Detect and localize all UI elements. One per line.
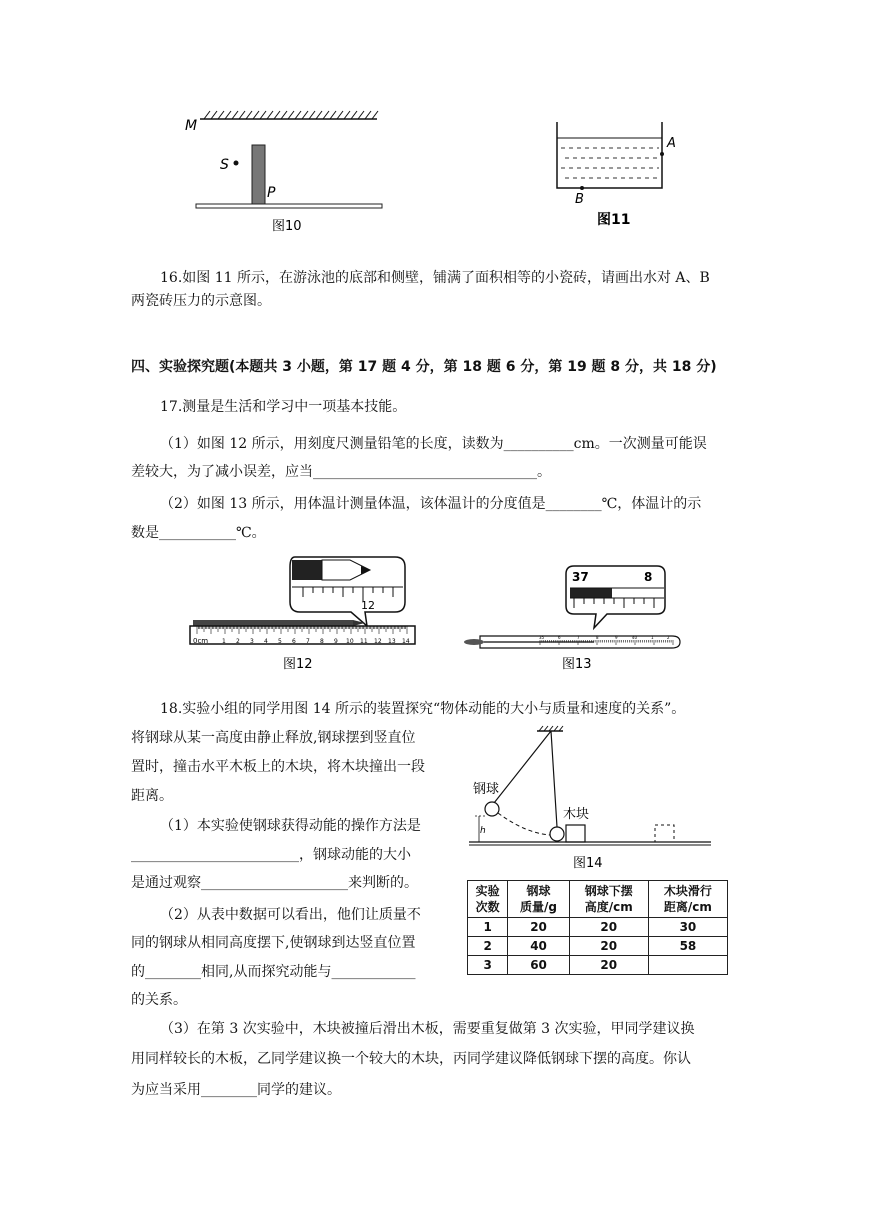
header-slide-distance: 木块滑行 距离/cm (648, 881, 727, 918)
ruler-tick-11: 11 (360, 638, 368, 645)
table-cell: 40 (508, 937, 569, 956)
question-18-part1-a: （1）本实验使钢球获得动能的操作方法是 (160, 818, 421, 834)
question-18-part2-a: （2）从表中数据可以看出，他们让质量不 (160, 907, 421, 923)
experiment-table (467, 880, 728, 975)
question-18-part3-b: 用同样较长的木板，乙同学建议换一个较大的木块，丙同学建议降低钢球下摆的高度。你认 (131, 1051, 691, 1067)
figure-11 (545, 118, 695, 233)
steel-ball-label: 钢球 (473, 782, 500, 797)
point-a-label: A (667, 136, 676, 151)
question-18-part1-b: ________________________，钢球动能的大小 (131, 847, 411, 863)
scale-tick-40: 40 (632, 635, 638, 640)
question-18-part1-c: 是通过观察_____________________来判断的。 (131, 875, 418, 891)
table-cell: 60 (508, 956, 569, 975)
table-cell: 30 (648, 918, 727, 937)
table-row (468, 956, 728, 975)
table-cell (648, 956, 727, 975)
header-ball-mass: 钢球 质量/g (508, 881, 569, 918)
question-18-part2-b: 同的钢球从相同高度摆下,使钢球到达竖直位置 (131, 935, 416, 951)
wood-block-label: 木块 (563, 807, 590, 822)
table-cell: 2 (468, 937, 508, 956)
question-18-line3: 置时，撞击水平木板上的木块，将木块撞出一段 (131, 759, 425, 775)
ruler-tick-13: 13 (388, 638, 396, 645)
point-b-label: B (575, 192, 584, 207)
scale-tick-38: 8 (596, 635, 599, 640)
scale-tick-41: 1 (651, 635, 654, 640)
section-4-heading: 四、实验探究题(本题共 3 小题，第 17 题 4 分，第 18 题 6 分，第 19 题 8 分，共 18 分) (131, 359, 717, 375)
question-17-part2-b: 数是___________℃。 (131, 525, 266, 541)
ruler-tick-10: 10 (346, 638, 354, 645)
ruler-unit-label: 0cm (193, 637, 209, 645)
question-17-stem: 17.测量是生活和学习中一项基本技能。 (160, 399, 407, 415)
table-cell: 20 (569, 956, 648, 975)
fig11-caption: 图11 (597, 212, 631, 228)
question-16-cont: 两瓷砖压力的示意图。 (131, 293, 271, 309)
question-18-part3-c: 为应当采用________同学的建议。 (131, 1082, 341, 1098)
figure-10 (180, 105, 390, 240)
table-cell: 58 (648, 937, 727, 956)
fig12-caption: 图12 (283, 657, 313, 672)
question-18-line1: 18.实验小组的同学用图 14 所示的装置探究“物体动能的大小与质量和速度的关系”。 (160, 701, 686, 717)
header-trial: 实验 次数 (468, 881, 508, 918)
question-16: 16.如图 11 所示，在游泳池的底部和侧壁，铺满了面积相等的小瓷砖，请画出水对 A、B (160, 270, 710, 286)
question-17-part2-a: （2）如图 13 所示，用体温计测量体温，该体温计的分度值是________℃，体温计的示 (160, 496, 702, 512)
ruler-tick-14: 14 (402, 638, 410, 645)
ruler-tick-1: 1 (222, 638, 226, 645)
scale-tick-42: 2 (667, 635, 670, 640)
height-label: h (480, 826, 486, 836)
figure-12 (185, 552, 420, 674)
ruler-tick-12: 12 (374, 638, 382, 645)
fig13-bubble-left: 37 (572, 570, 589, 584)
question-18-part3-a: （3）在第 3 次实验中，木块被撞后滑出木板，需要重复做第 3 次实验，甲同学建议换 (160, 1021, 695, 1037)
mirror-label: M (185, 118, 198, 134)
question-18-line4: 距离。 (131, 788, 173, 804)
question-17-part1-b: 差较大，为了减小误差，应当________________________________。 (131, 464, 551, 480)
table-cell: 3 (468, 956, 508, 975)
scale-tick-39: 9 (615, 635, 618, 640)
ruler-tick-5: 5 (278, 638, 282, 645)
table-cell: 20 (508, 918, 569, 937)
fig14-caption: 图14 (573, 856, 603, 871)
ruler-tick-6: 6 (292, 638, 296, 645)
question-18-part2-d: 的关系。 (131, 992, 187, 1008)
fig12-bubble-label: 12 (361, 599, 375, 612)
table-cell: 20 (569, 918, 648, 937)
scale-tick-36: 6 (558, 635, 561, 640)
scale-tick-35: 35 (539, 635, 545, 640)
ruler-tick-9: 9 (334, 638, 338, 645)
header-drop-height: 钢球下摆 高度/cm (569, 881, 648, 918)
fig13-bubble-right: 8 (644, 570, 653, 584)
figure-13 (462, 562, 687, 674)
ruler-tick-4: 4 (264, 638, 268, 645)
question-17-part1-a: （1）如图 12 所示，用刻度尺测量铅笔的长度，读数为__________cm。一次测量可能误 (160, 436, 707, 452)
figure-14 (465, 725, 715, 875)
table-cell: 20 (569, 937, 648, 956)
ruler-tick-8: 8 (320, 638, 324, 645)
ruler-tick-2: 2 (236, 638, 240, 645)
question-18-line2: 将钢球从某一高度由静止释放,钢球摆到竖直位 (131, 730, 416, 746)
fig10-caption: 图10 (272, 219, 302, 234)
point-s-label: S (220, 157, 229, 173)
fig13-caption: 图13 (562, 657, 592, 672)
question-18-part2-c: 的________相同,从而探究动能与____________ (131, 964, 416, 980)
ruler-tick-7: 7 (306, 638, 310, 645)
ruler-tick-3: 3 (250, 638, 254, 645)
board-p-label: P (267, 185, 276, 201)
table-row (468, 937, 728, 956)
table-cell: 1 (468, 918, 508, 937)
table-row (468, 918, 728, 937)
scale-tick-37: 7 (577, 635, 580, 640)
